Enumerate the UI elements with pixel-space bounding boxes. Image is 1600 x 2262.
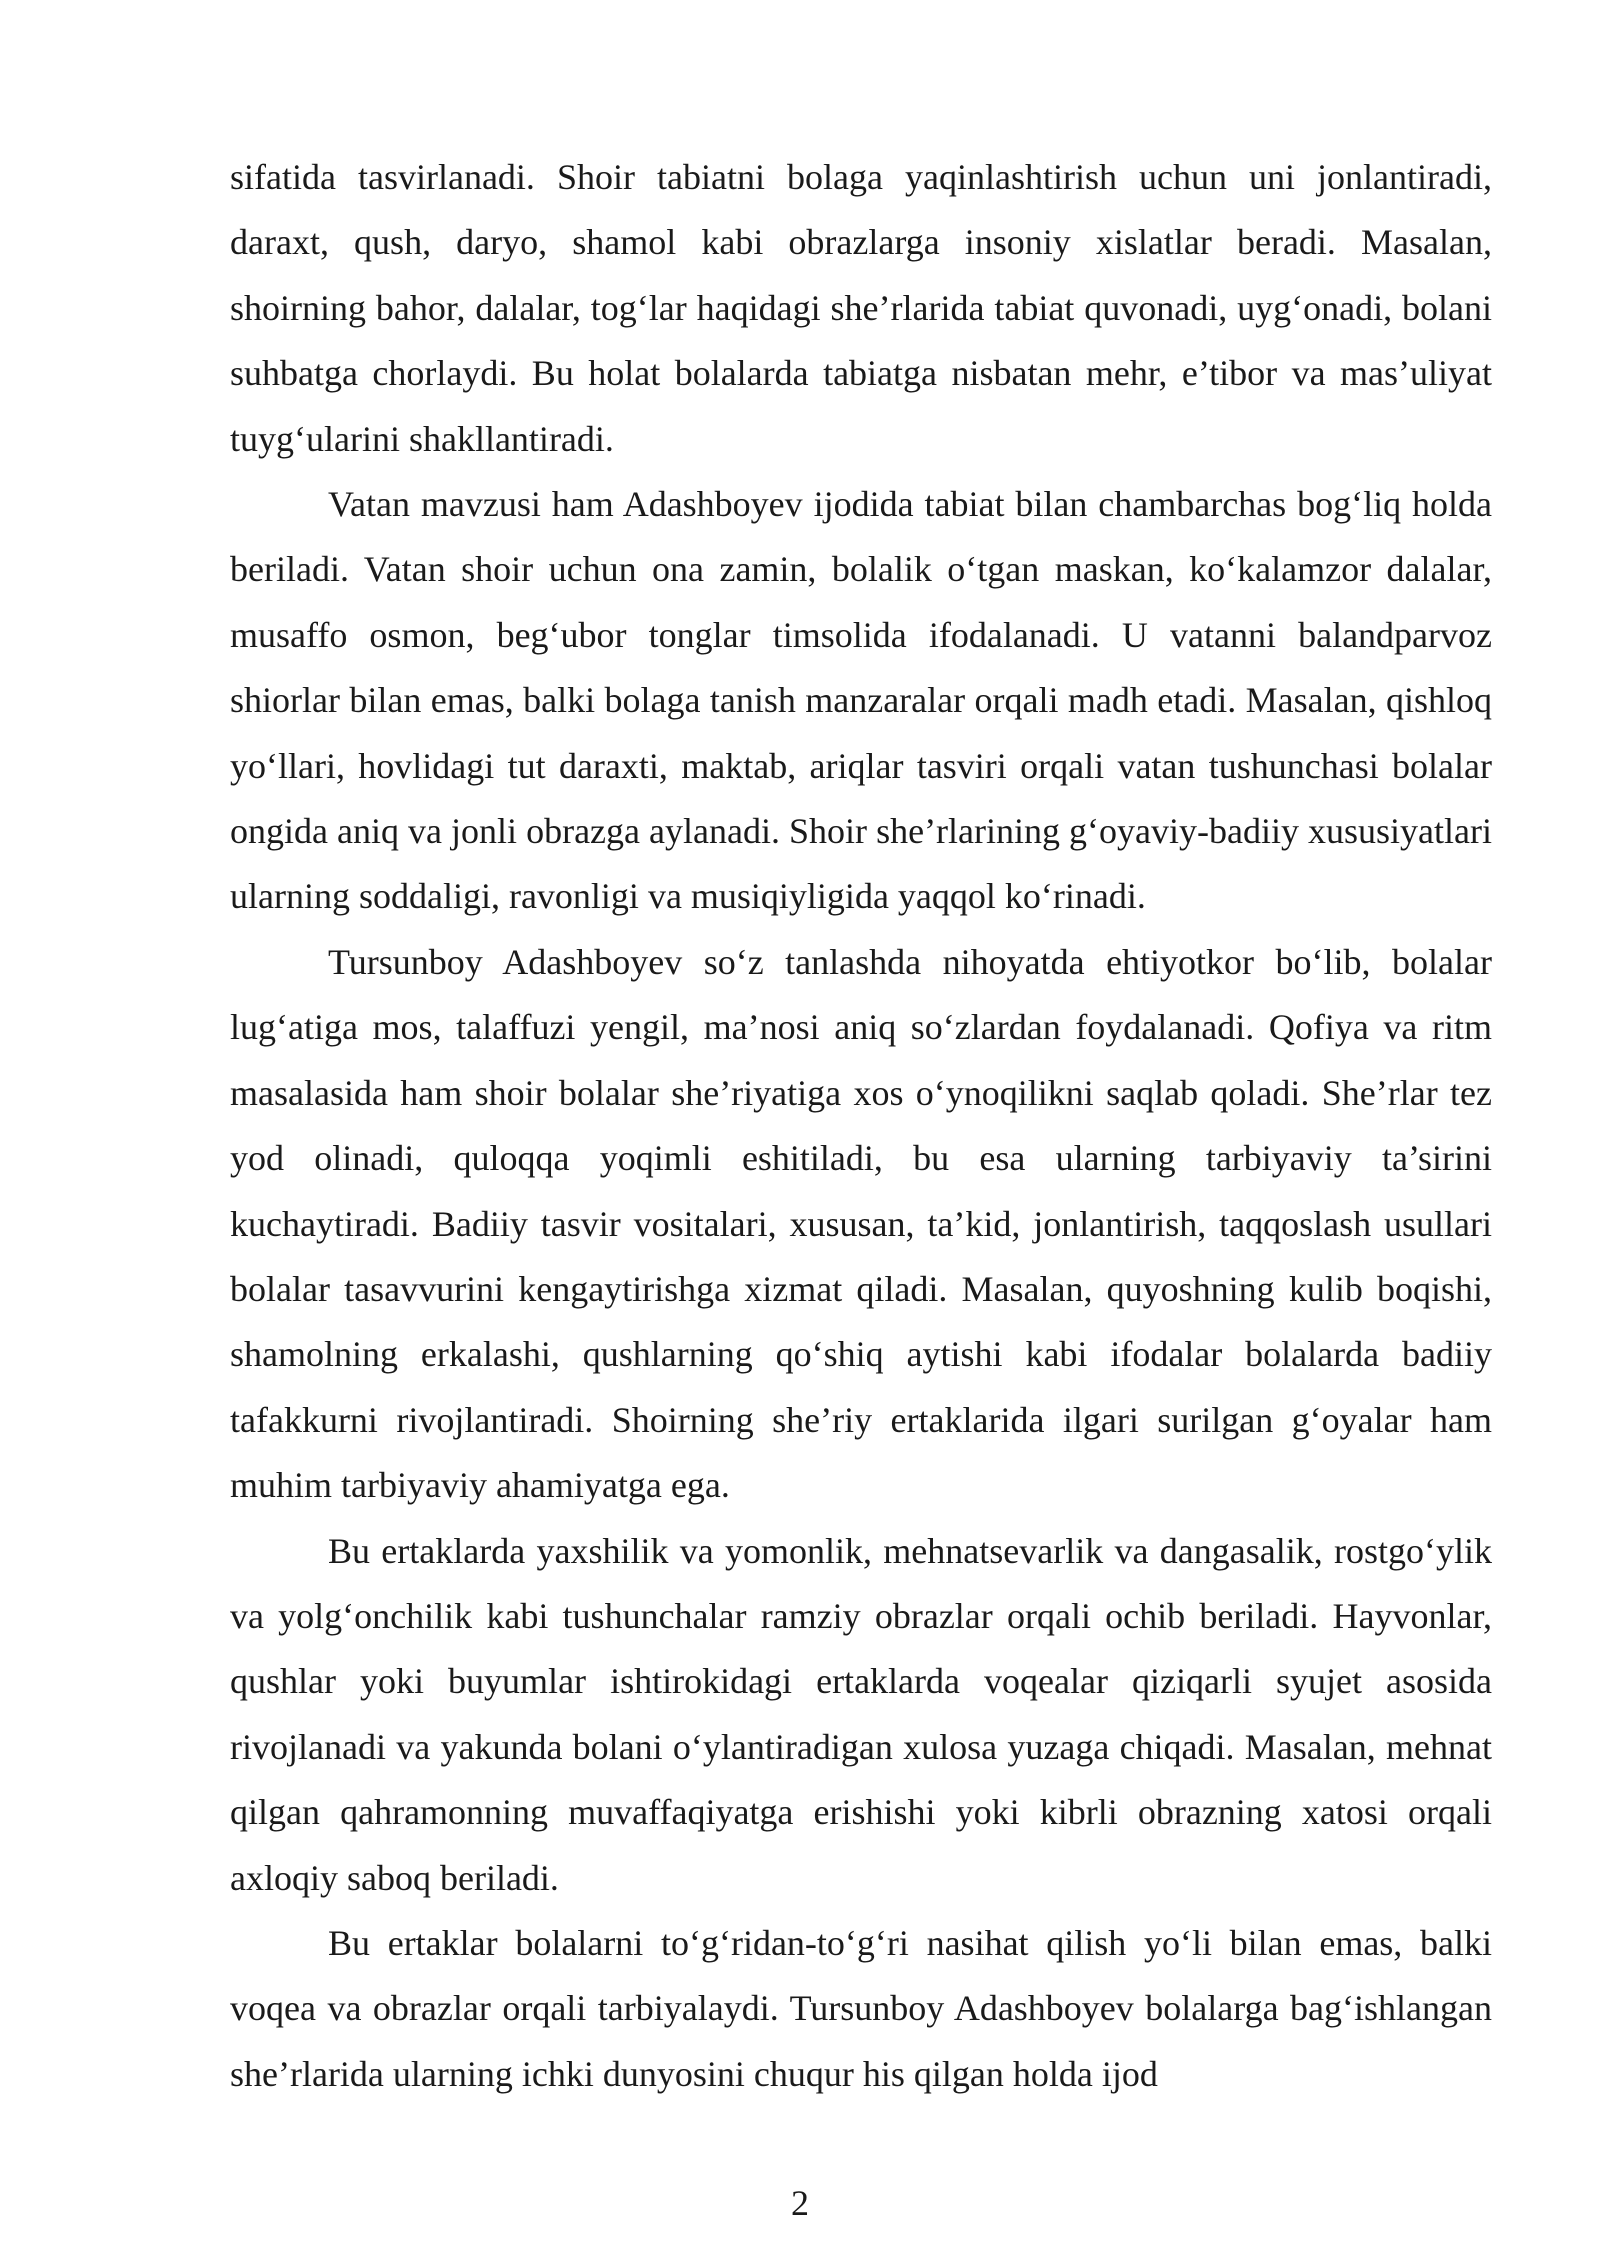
paragraph-5: Bu ertaklar bolalarni to‘g‘ridan-to‘g‘ri nasihat qilish yo‘li bilan emas, balki voqea va obrazlar orqali tarbiyalaydi. Tursunboy Adashboyev bolalarga bag‘ishlangan she’rlarida ularning ichki dunyosini chuqur his qilgan holda ijod (230, 1922, 1492, 2094)
paragraph-3: Tursunboy Adashboyev so‘z tanlashda nihoyatda ehtiyotkor bo‘lib, bolalar lug‘atiga mos, talaffuzi yengil, ma’nosi aniq so‘zlardan foydalanadi. Qofiya va ritm masalasida ham shoir bolalar she’riyatiga xos o‘ynoqilikni saqlab qoladi. She’rlar tez yod olinadi, quloqqa yoqimli eshitiladi, bu esa ularning tarbiyaviy ta’sirini kuchaytiradi. Badiiy tasvir vositalari, xususan, ta’kid, jonlantirish, taqqoslash usullari bolalar tasavvurini kengaytirishga xizmat qiladi. Masalan, quyoshning kulib boqishi, shamolning erkalashi, qushlarning qo‘shiq aytishi kabi ifodalar bolalarda badiiy tafakkurni rivojlantiradi. Shoirning she’riy ertaklarida ilgari surilgan g‘oyalar ham muhim tarbiyaviy ahamiyatga ega. (230, 941, 1492, 1506)
paragraph-2: Vatan mavzusi ham Adashboyev ijodida tabiat bilan chambarchas bog‘liq holda beriladi. Vatan shoir uchun ona zamin, bolalik o‘tgan maskan, ko‘kalamzor dalalar, musaffo osmon, beg‘ubor tonglar timsolida ifodalanadi. U vatanni balandparvoz shiorlar bilan emas, balki bolaga tanish manzaralar orqali madh etadi. Masalan, qishloq yo‘llari, hovlidagi tut daraxti, maktab, ariqlar tasviri orqali vatan tushunchasi bolalar ongida aniq va jonli obrazga aylanadi. Shoir she’rlarining g‘oyaviy-badiiy xususiyatlari ularning soddaligi, ravonligi va musiqiyligida yaqqol ko‘rinadi. (230, 484, 1492, 917)
paragraph-1: sifatida tasvirlanadi. Shoir tabiatni bolaga yaqinlashtirish uchun uni jonlantiradi, daraxt, qush, daryo, shamol kabi obrazlarga insoniy xislatlar beradi. Masalan, shoirning bahor, dalalar, tog‘lar haqidagi she’rlarida tabiat quvonadi, uyg‘onadi, bolani suhbatga chorlaydi. Bu holat bolalarda tabiatga nisbatan mehr, e’tibor va mas’uliyat tuyg‘ularini shakllantiradi. (230, 157, 1492, 459)
page-number: 2 (791, 2183, 809, 2223)
paragraph-4: Bu ertaklarda yaxshilik va yomonlik, mehnatsevarlik va dangasalik, rostgo‘ylik va yolg‘onchilik kabi tushunchalar ramziy obrazlar orqali ochib beriladi. Hayvonlar, qushlar yoki buyumlar ishtirokidagi ertaklarda voqealar qiziqarli syujet asosida rivojlanadi va yakunda bolani o‘ylantiradigan xulosa yuzaga chiqadi. Masalan, mehnat qilgan qahramonning muvaffaqiyatga erishishi yoki kibrli obrazning xatosi orqali axloqiy saboq beriladi. (230, 1530, 1492, 1898)
body-text (230, 145, 1492, 2107)
